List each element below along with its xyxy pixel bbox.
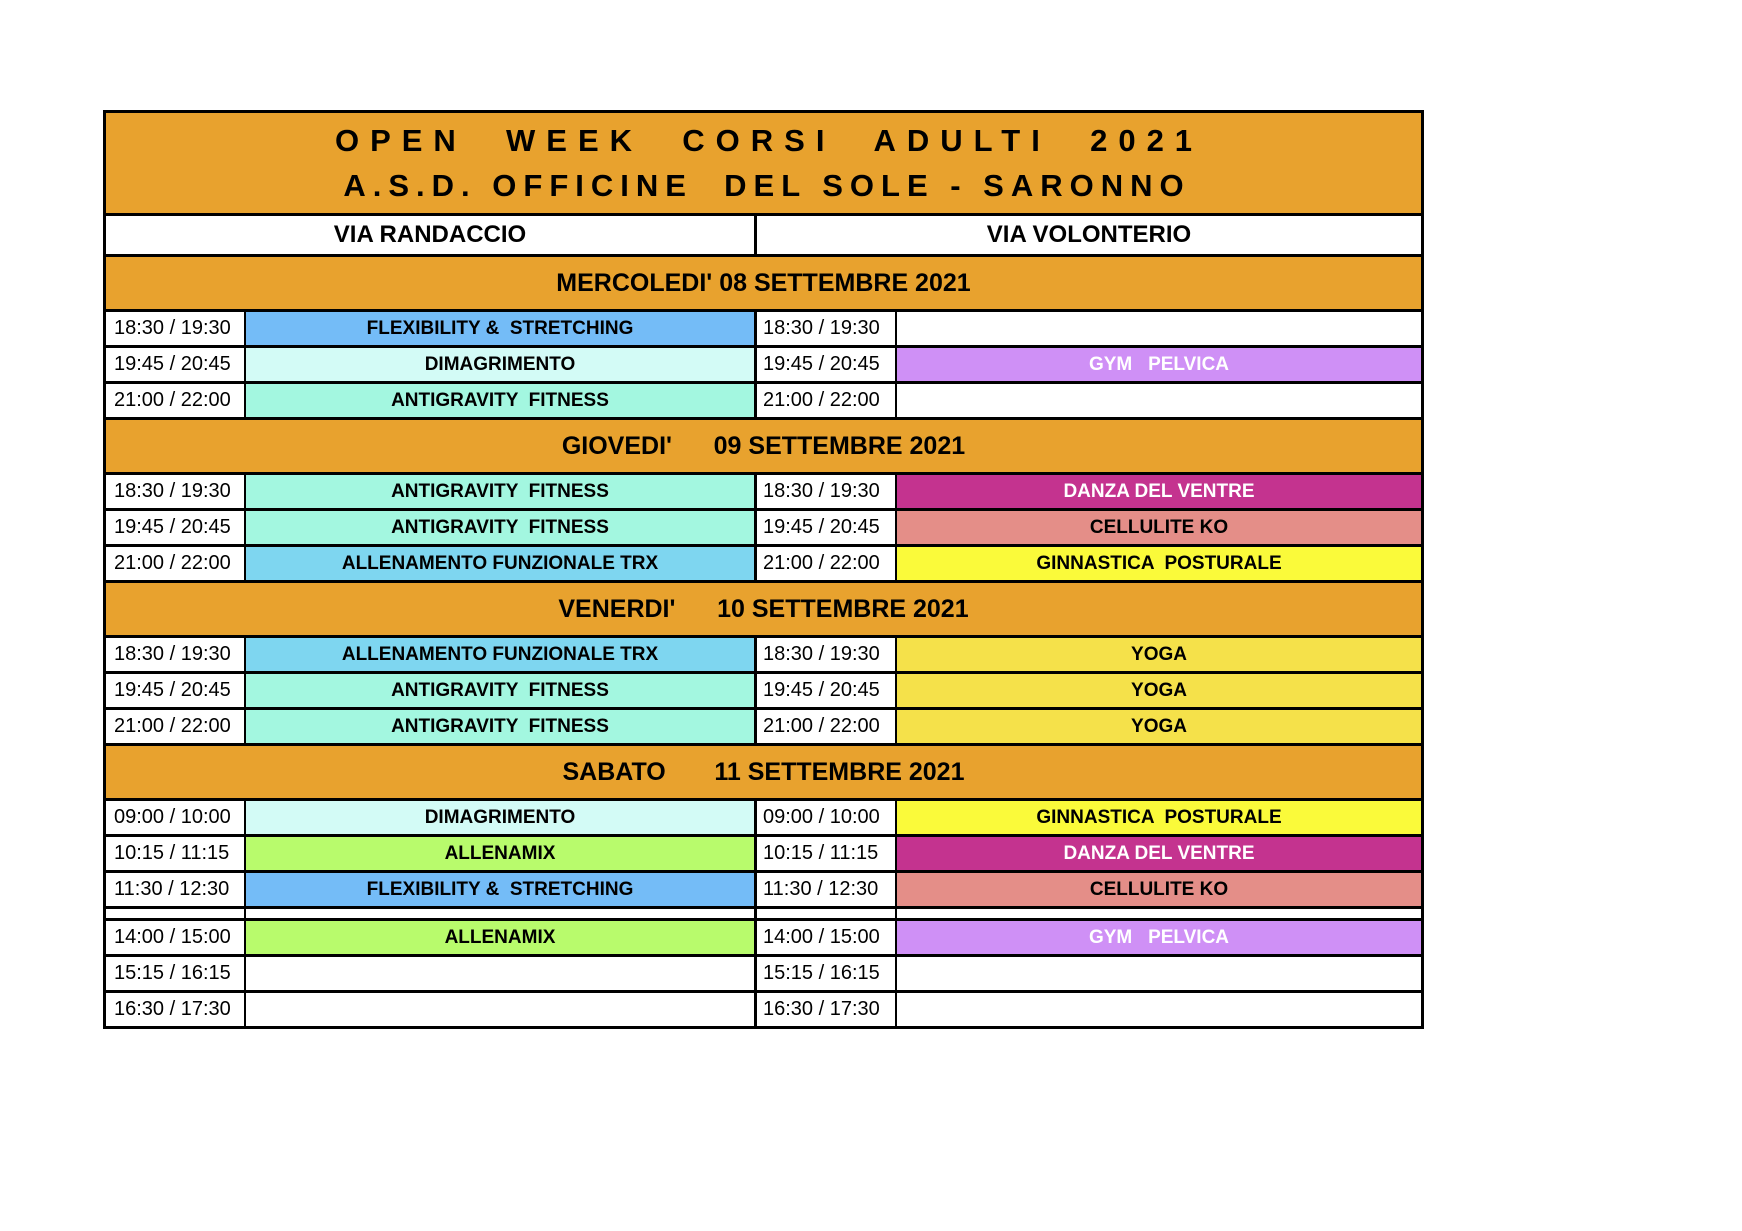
time-cell: 18:30 / 19:30 [106,312,246,345]
course-cell [246,957,754,990]
time-cell: 21:00 / 22:00 [106,710,246,743]
course-cell: YOGA [897,638,1421,671]
page-title: OPEN WEEK CORSI ADULTI 2021 [334,123,1204,158]
table-row [106,710,1421,746]
table-row [106,312,1421,348]
course-cell: ALLENAMIX [246,837,754,870]
time-cell: 21:00 / 22:00 [106,384,246,417]
time-cell: 15:15 / 16:15 [757,957,897,990]
course-cell: DIMAGRIMENTO [246,348,754,381]
day-header: GIOVEDI' 09 SETTEMBRE 2021 [106,420,1421,475]
table-row [106,837,1421,873]
course-cell: ALLENAMENTO FUNZIONALE TRX [246,638,754,671]
time-cell: 21:00 / 22:00 [757,547,897,580]
course-cell: DIMAGRIMENTO [246,801,754,834]
table-row [106,873,1421,909]
course-cell: GYM PELVICA [897,348,1421,381]
day-header: SABATO 11 SETTEMBRE 2021 [106,746,1421,801]
course-cell: ANTIGRAVITY FITNESS [246,475,754,508]
table-row [106,511,1421,547]
table-row [106,384,1421,420]
course-cell: ANTIGRAVITY FITNESS [246,710,754,743]
time-cell-empty [106,909,246,918]
page-subtitle: A.S.D. OFFICINE DEL SOLE - SARONNO [343,168,1191,203]
table-row [106,993,1421,1026]
course-cell: FLEXIBILITY & STRETCHING [246,873,754,906]
time-cell: 09:00 / 10:00 [106,801,246,834]
table-row [106,475,1421,511]
table-row [106,921,1421,957]
table-row [106,801,1421,837]
time-cell: 14:00 / 15:00 [757,921,897,954]
course-cell: DANZA DEL VENTRE [897,837,1421,870]
course-cell [897,384,1421,417]
course-cell: YOGA [897,674,1421,707]
time-cell: 09:00 / 10:00 [757,801,897,834]
course-cell: CELLULITE KO [897,873,1421,906]
time-cell: 15:15 / 16:15 [106,957,246,990]
course-cell: ANTIGRAVITY FITNESS [246,674,754,707]
time-cell: 19:45 / 20:45 [757,348,897,381]
time-cell-empty [757,909,897,918]
table-row [106,547,1421,583]
course-cell: FLEXIBILITY & STRETCHING [246,312,754,345]
time-cell: 18:30 / 19:30 [757,312,897,345]
time-cell: 19:45 / 20:45 [106,511,246,544]
table-row [106,957,1421,993]
course-cell: DANZA DEL VENTRE [897,475,1421,508]
course-cell-empty [897,909,1421,918]
time-cell: 14:00 / 15:00 [106,921,246,954]
time-cell: 18:30 / 19:30 [757,475,897,508]
schedule-table [103,110,1424,1029]
title-block [106,113,1421,216]
location-left: VIA RANDACCIO [106,216,757,254]
time-cell: 19:45 / 20:45 [106,348,246,381]
time-cell: 10:15 / 11:15 [106,837,246,870]
course-cell: ANTIGRAVITY FITNESS [246,384,754,417]
table-row [106,638,1421,674]
course-cell: CELLULITE KO [897,511,1421,544]
time-cell: 19:45 / 20:45 [106,674,246,707]
table-row [106,348,1421,384]
time-cell: 21:00 / 22:00 [106,547,246,580]
time-cell: 21:00 / 22:00 [757,710,897,743]
course-cell: ALLENAMIX [246,921,754,954]
time-cell: 11:30 / 12:30 [106,873,246,906]
location-header [106,216,1421,257]
time-cell: 19:45 / 20:45 [757,674,897,707]
course-cell: GINNASTICA POSTURALE [897,801,1421,834]
spacer-row [106,909,1421,921]
course-cell: YOGA [897,710,1421,743]
time-cell: 21:00 / 22:00 [757,384,897,417]
table-row [106,674,1421,710]
time-cell: 16:30 / 17:30 [106,993,246,1026]
course-cell-empty [246,909,754,918]
time-cell: 19:45 / 20:45 [757,511,897,544]
course-cell [897,312,1421,345]
time-cell: 18:30 / 19:30 [757,638,897,671]
time-cell: 18:30 / 19:30 [106,638,246,671]
course-cell [897,957,1421,990]
course-cell: ANTIGRAVITY FITNESS [246,511,754,544]
course-cell [897,993,1421,1026]
time-cell: 16:30 / 17:30 [757,993,897,1026]
course-cell: GYM PELVICA [897,921,1421,954]
day-header: MERCOLEDI' 08 SETTEMBRE 2021 [106,257,1421,312]
course-cell: GINNASTICA POSTURALE [897,547,1421,580]
time-cell: 11:30 / 12:30 [757,873,897,906]
course-cell [246,993,754,1026]
course-cell: ALLENAMENTO FUNZIONALE TRX [246,547,754,580]
location-right: VIA VOLONTERIO [986,221,1192,248]
time-cell: 18:30 / 19:30 [106,475,246,508]
day-header: VENERDI' 10 SETTEMBRE 2021 [106,583,1421,638]
time-cell: 10:15 / 11:15 [757,837,897,870]
